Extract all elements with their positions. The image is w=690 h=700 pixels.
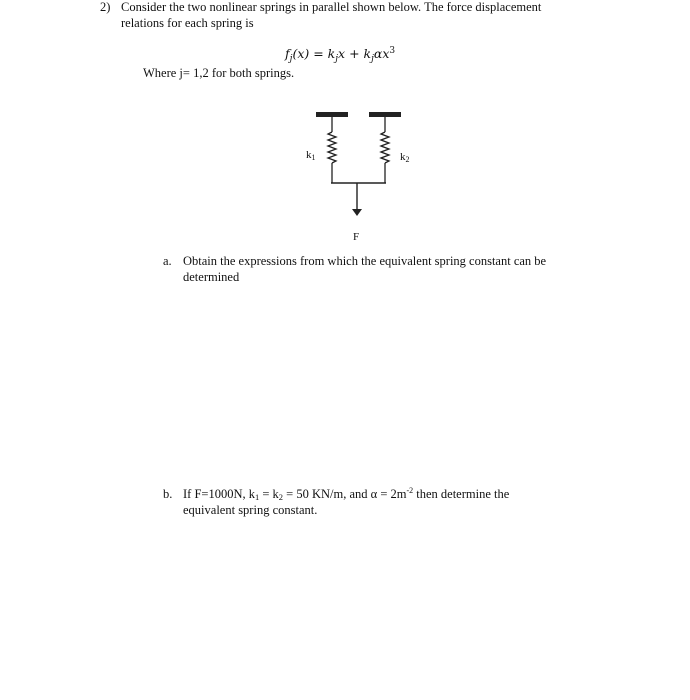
part-b-text-line1: If F=1000N, $k_1 = k_2 = 50$ KN/m, and $\alpha = 2m^{-2}$ then determine the — [183, 486, 510, 502]
question-text-line1: Consider the two nonlinear springs in parallel shown below. The force displacement — [121, 0, 542, 14]
part-a-label: a. — [163, 254, 172, 268]
question-text-line2: relations for each spring is — [121, 16, 254, 30]
support-left — [316, 112, 348, 117]
support-right — [369, 112, 401, 117]
label-k1: k1 — [306, 149, 316, 162]
part-b-label: b. — [163, 487, 173, 501]
part-a-text-line2: determined — [183, 270, 240, 284]
part-a-text-line1: Obtain the expressions from which the equivalent spring constant can be — [183, 254, 547, 268]
force-displacement-equation: $f_j(x) = k_jx + k_j\alpha x^3$ — [285, 46, 396, 64]
spring-right — [381, 117, 389, 183]
where-statement: Where j= 1,2 for both springs. — [143, 66, 295, 80]
label-k2: k2 — [400, 151, 410, 164]
label-force: F — [353, 231, 360, 243]
spring-left — [328, 117, 336, 183]
question-number: 2) — [100, 0, 111, 14]
parallel-springs-diagram — [300, 106, 430, 246]
force-arrow-head — [352, 209, 362, 216]
springs-figure — [300, 106, 430, 246]
part-b-text-line2: equivalent spring constant. — [183, 503, 318, 517]
